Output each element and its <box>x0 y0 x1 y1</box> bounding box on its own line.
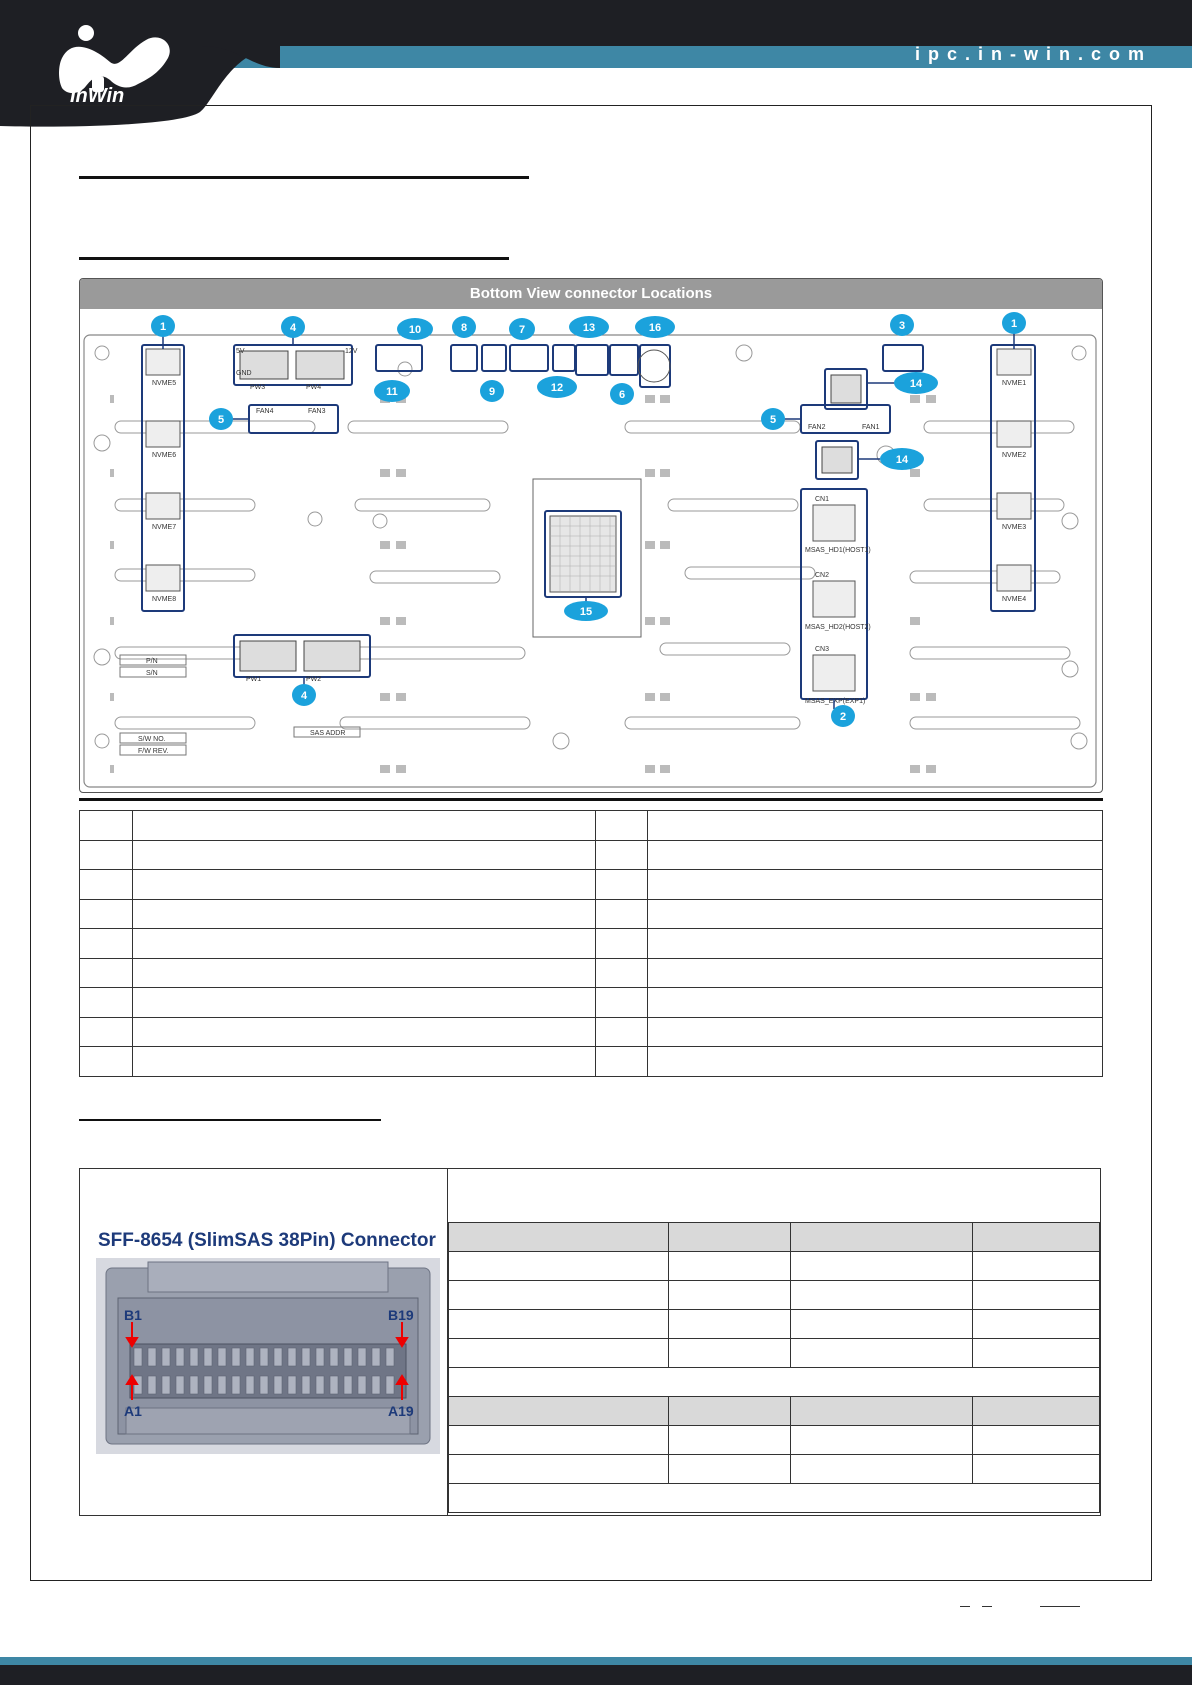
connector-location-table <box>79 810 1103 1077</box>
table-row <box>80 929 1103 959</box>
table-row <box>80 988 1103 1018</box>
label-fan3: FAN3 <box>308 408 326 415</box>
label-nvme1: NVME1 <box>1002 380 1027 387</box>
pin-label-a1: A1 <box>124 1403 142 1419</box>
label-cn1: CN1 <box>815 496 830 503</box>
table-row <box>80 1017 1103 1047</box>
label-nvme4: NVME4 <box>1002 596 1027 603</box>
label-nvme2: NVME2 <box>1002 452 1027 459</box>
label-sn: S/N <box>146 670 158 677</box>
callout-14-bottom: 14 <box>895 454 909 466</box>
callout-5-left: 5 <box>217 414 225 426</box>
table-row <box>80 958 1103 988</box>
table-row <box>449 1310 1100 1339</box>
footer-mark <box>960 1606 970 1607</box>
logo-wordmark: InWin <box>70 85 125 107</box>
callout-12: 12 <box>550 382 564 394</box>
header-url[interactable]: ipc.in-win.com <box>914 44 1152 64</box>
label-pw4: PW4 <box>306 384 322 391</box>
callout-1-right: 1 <box>1010 318 1018 330</box>
label-cn2: CN2 <box>815 572 830 579</box>
slimsas-pin-table <box>448 1222 1100 1513</box>
callout-9: 9 <box>488 386 496 398</box>
table-row <box>449 1252 1100 1281</box>
table-row <box>80 899 1103 929</box>
label-nvme7: NVME7 <box>152 524 177 531</box>
callout-4-top: 4 <box>289 322 297 334</box>
table-spacer-row <box>449 1368 1100 1397</box>
slimsas-title: SFF-8654 (SlimSAS 38Pin) Connector <box>98 1230 436 1251</box>
bottom-view-diagram <box>79 278 1103 793</box>
section-rule-3 <box>79 1119 381 1121</box>
section-rule-1 <box>79 176 529 179</box>
table-row <box>80 1047 1103 1077</box>
callout-14-top: 14 <box>909 378 923 390</box>
callout-1-left: 1 <box>159 321 167 333</box>
label-msas3: MSAS_EXP(EXP1) <box>805 698 866 705</box>
label-pw1: PW1 <box>246 676 262 683</box>
diagram-bottom-rule <box>79 798 1103 801</box>
section-rule-2 <box>79 257 509 260</box>
footer-mark <box>982 1606 992 1607</box>
callout-11: 11 <box>386 386 398 398</box>
label-5v: 5V <box>236 348 245 355</box>
label-fan2: FAN2 <box>808 424 826 431</box>
table-header-row <box>449 1397 1100 1426</box>
footer-accent-band <box>0 1657 1192 1665</box>
label-msas2: MSAS_HD2(HOST2) <box>805 624 871 631</box>
footer-mark <box>1040 1606 1080 1607</box>
callout-16: 16 <box>648 322 662 334</box>
footer-bar <box>0 1665 1192 1685</box>
table-row <box>80 811 1103 841</box>
callout-2: 2 <box>839 711 847 723</box>
label-fan4: FAN4 <box>256 408 274 415</box>
diagram-title: Bottom View connector Locations <box>80 279 1102 309</box>
label-nvme6: NVME6 <box>152 452 177 459</box>
pcb-drawing <box>80 309 1102 793</box>
label-nvme3: NVME3 <box>1002 524 1027 531</box>
callout-4-bottom: 4 <box>300 690 308 702</box>
label-fan1: FAN1 <box>862 424 880 431</box>
table-row <box>449 1455 1100 1484</box>
label-nvme5: NVME5 <box>152 380 177 387</box>
table-row <box>449 1281 1100 1310</box>
pin-label-a19: A19 <box>388 1403 414 1419</box>
table-row <box>80 840 1103 870</box>
table-row <box>449 1339 1100 1368</box>
callout-3: 3 <box>898 320 906 332</box>
callout-13: 13 <box>582 322 596 334</box>
label-msas1: MSAS_HD1(HOST1) <box>805 547 871 554</box>
pin-label-b1: B1 <box>124 1307 142 1323</box>
pin-label-b19: B19 <box>388 1307 414 1323</box>
label-pw3: PW3 <box>250 384 266 391</box>
callout-5-right: 5 <box>769 414 777 426</box>
label-cn3: CN3 <box>815 646 830 653</box>
label-swno: S/W NO. <box>138 736 166 743</box>
table-header-row <box>449 1223 1100 1252</box>
label-pn: P/N <box>146 658 158 665</box>
slimsas-connector-image <box>96 1258 440 1459</box>
label-sas-addr: SAS ADDR <box>310 730 346 737</box>
callout-8: 8 <box>460 322 468 334</box>
label-nvme8: NVME8 <box>152 596 177 603</box>
table-spacer-row <box>449 1484 1100 1513</box>
table-row <box>449 1426 1100 1455</box>
callout-7: 7 <box>518 324 526 336</box>
callout-15: 15 <box>579 606 593 618</box>
label-12v: 12V <box>345 348 358 355</box>
label-fwrev: F/W REV. <box>138 748 169 755</box>
label-pw2: PW2 <box>306 676 322 683</box>
callout-10: 10 <box>408 324 422 336</box>
table-row <box>80 870 1103 900</box>
callout-6: 6 <box>618 389 626 401</box>
label-gnd: GND <box>236 370 252 377</box>
